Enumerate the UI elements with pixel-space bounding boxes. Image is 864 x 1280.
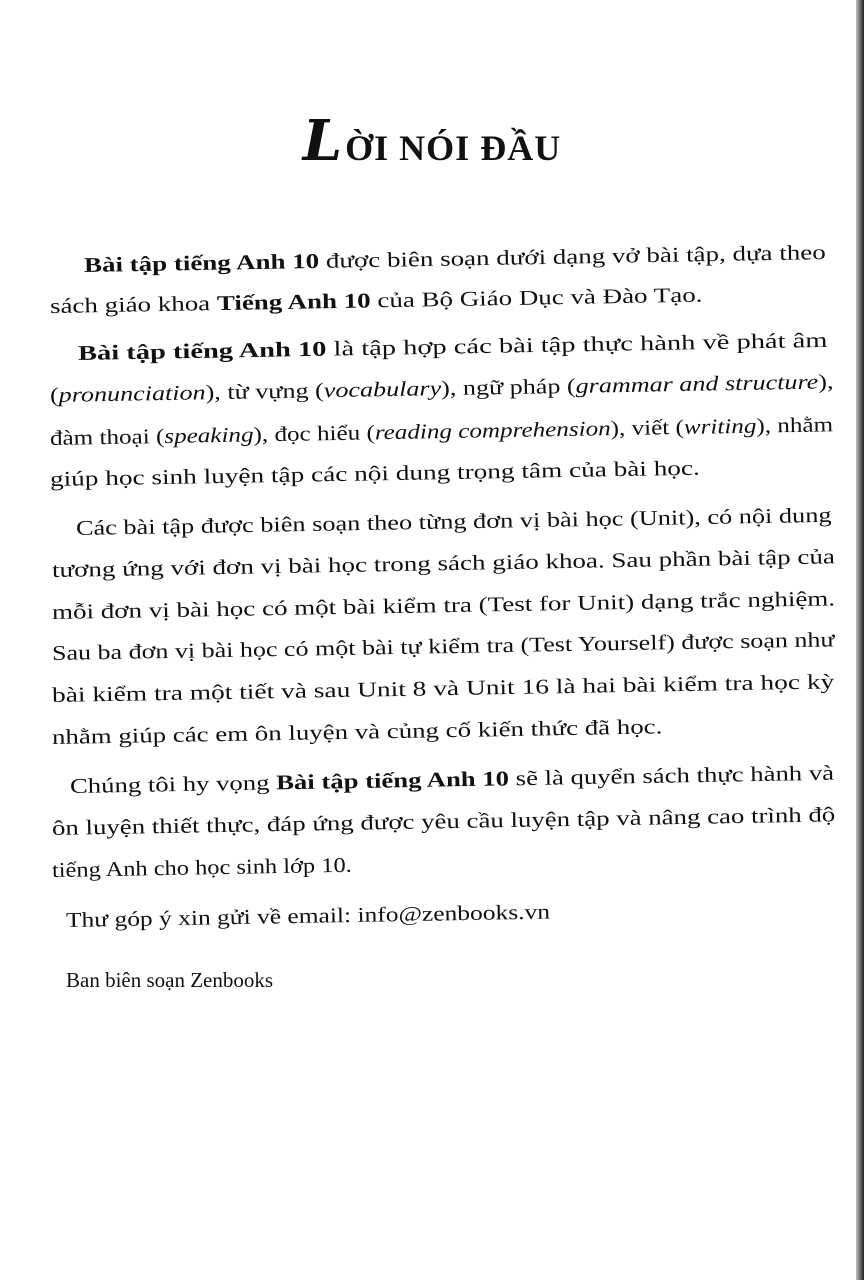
text-line <box>70 761 834 799</box>
italic-text: speaking <box>164 422 254 449</box>
text-segment: ), đọc hiểu ( <box>253 420 376 447</box>
page-title <box>0 108 864 174</box>
title-decorative-initial: L <box>302 108 344 174</box>
text-line <box>52 802 836 841</box>
text-segment: ôn luyện thiết thực, đáp ứng được yêu cầu luyện tập và nâng cao trình độ <box>51 802 836 840</box>
text-line <box>52 669 835 708</box>
text-line <box>50 369 834 408</box>
italic-text: pronunciation <box>58 380 206 407</box>
bold-text: Bài tập tiếng Anh 10 <box>275 766 510 795</box>
text-segment: ), từ vựng ( <box>205 378 324 405</box>
text-line <box>84 240 826 278</box>
text-segment: của Bộ Giáo Dục và Đào Tạo. <box>370 282 703 313</box>
text-line <box>66 900 550 933</box>
text-segment: Các bài tập được biên soạn theo từng đơn vị bài học (Unit), có nội dung <box>75 502 832 540</box>
text-line <box>52 544 835 583</box>
text-segment: mỗi đơn vị bài học có một bài kiểm tra (Test for Unit) dạng trắc nghiệm. <box>51 586 836 624</box>
text-segment: sẽ là quyển sách thực hành và <box>508 760 835 791</box>
text-segment: tiếng Anh cho học sinh lớp 10. <box>51 852 352 882</box>
text-line <box>50 456 700 492</box>
text-segment: bài kiểm tra một tiết và sau Unit 8 và Unit 16 là hai bài kiểm tra học kỳ <box>51 669 835 707</box>
text-segment: ), ngữ pháp ( <box>440 373 576 401</box>
text-segment: tương ứng với đơn vị bài học trong sách giáo khoa. Sau phần bài tập của <box>51 544 836 582</box>
text-segment: ), viết ( <box>610 414 685 441</box>
text-segment: đàm thoại ( <box>49 424 165 450</box>
text-segment: được biên soạn dưới dạng vở bài tập, dựa theo <box>318 240 826 273</box>
text-segment: giúp học sinh luyện tập các nội dung trọng tâm của bài học. <box>49 455 701 491</box>
text-line <box>52 714 663 750</box>
text-segment: ), <box>818 369 834 394</box>
signature: Ban biên soạn Zenbooks <box>66 968 274 992</box>
italic-text: vocabulary <box>323 376 442 403</box>
text-segment: Chúng tôi hy vọng <box>69 770 277 798</box>
bold-text: Bài tập tiếng Anh 10 <box>77 336 327 365</box>
page-edge-shadow <box>856 0 864 1280</box>
text-line <box>76 503 832 541</box>
text-segment: sách giáo khoa <box>49 291 218 318</box>
text-segment: là tập hợp các bài tập thực hành về phát âm <box>326 327 828 361</box>
text-segment: ), nhằm <box>756 412 834 438</box>
text-segment: Thư góp ý xin gửi về email: info@zenbooks.vn <box>65 899 551 932</box>
text-line <box>52 853 352 883</box>
text-line <box>52 586 836 625</box>
italic-text: reading comprehension <box>374 416 611 445</box>
title-text: ỜI NÓI ĐẦU <box>345 128 562 168</box>
text-segment: ( <box>49 382 59 407</box>
italic-text: grammar and structure <box>575 369 819 398</box>
bold-text: Bài tập tiếng Anh 10 <box>83 248 320 277</box>
bold-text: Tiếng Anh 10 <box>216 288 371 316</box>
italic-text: writing <box>683 413 757 439</box>
text-segment: Sau ba đơn vị bài học có một bài tự kiểm tra (Test Yourself) được soạn như <box>51 627 835 665</box>
text-line <box>78 328 828 366</box>
text-line <box>50 283 703 319</box>
text-line <box>52 627 835 666</box>
text-segment: nhằm giúp các em ôn luyện và củng cố kiến thức đã học. <box>51 714 663 749</box>
text-line <box>50 412 834 451</box>
